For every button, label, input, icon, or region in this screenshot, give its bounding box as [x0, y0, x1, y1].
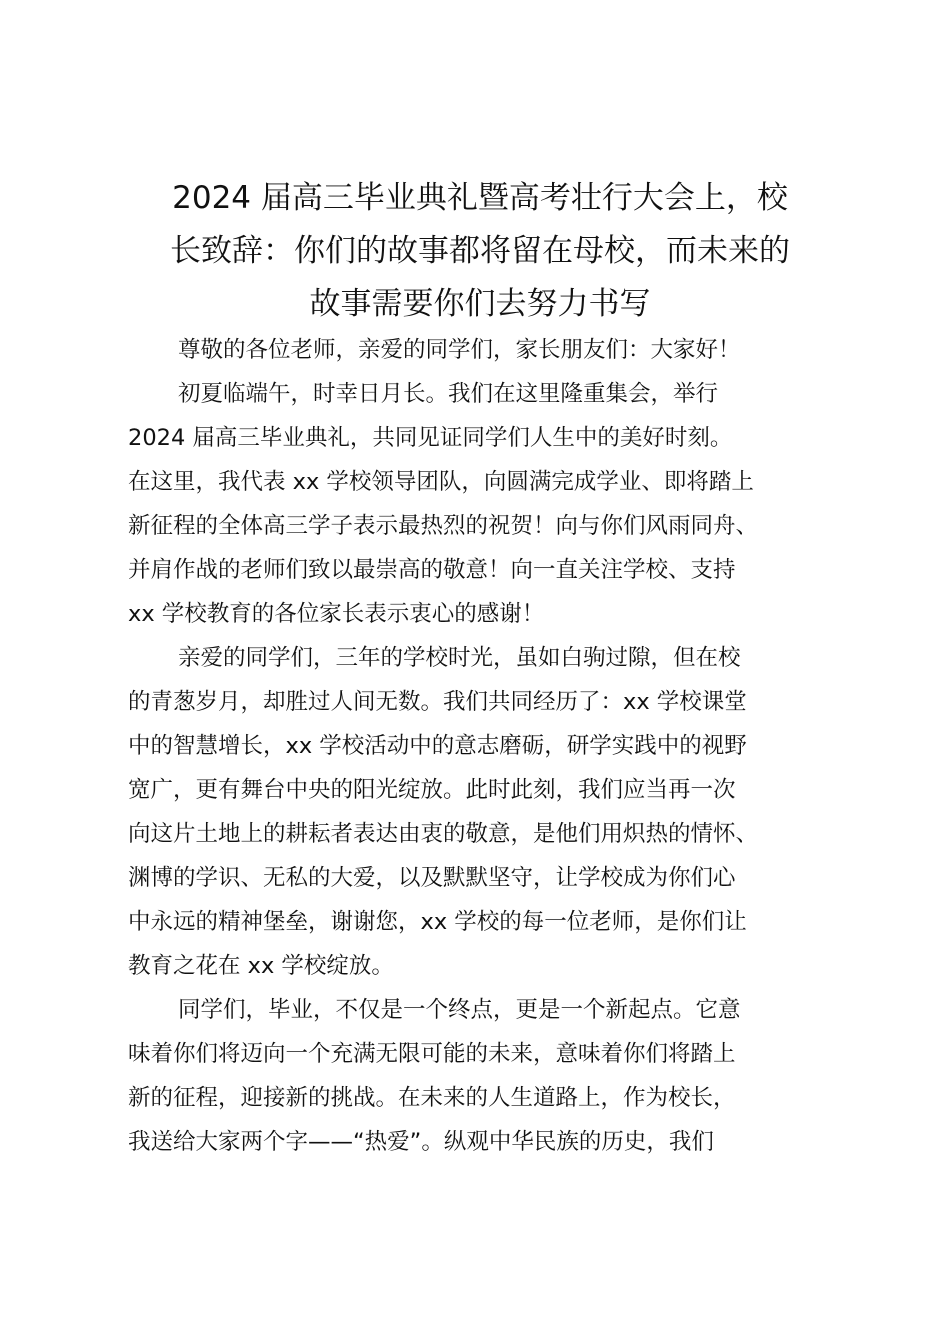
- document-title: [120, 172, 840, 331]
- paragraph-line: 亲爱的同学们，三年的学校时光，虽如白驹过隙，但在校: [178, 645, 741, 671]
- paragraph-line: 的青葱岁月，却胜过人间无数。我们共同经历了：xx 学校课堂: [128, 689, 747, 715]
- paragraph-line: 中的智慧增长，xx 学校活动中的意志磨砺，研学实践中的视野: [128, 733, 747, 759]
- paragraph-line: xx 学校教育的各位家长表示衷心的感谢！: [128, 601, 545, 627]
- paragraph-new-start: [128, 988, 838, 1164]
- paragraph-line: 同学们，毕业，不仅是一个终点，更是一个新起点。它意: [178, 997, 741, 1023]
- paragraph-line: 宽广，更有舞台中央的阳光绽放。此时此刻，我们应当再一次: [128, 777, 736, 803]
- paragraph-line: 新的征程，迎接新的挑战。在未来的人生道路上，作为校长，: [128, 1085, 736, 1111]
- paragraph-greeting: [128, 328, 838, 372]
- paragraph-line: 味着你们将迈向一个充满无限可能的未来，意味着你们将踏上: [128, 1041, 736, 1067]
- paragraph-memories: [128, 636, 838, 988]
- title-line: 故事需要你们去努力书写: [309, 286, 651, 322]
- title-line: 2024 届高三毕业典礼暨高考壮行大会上，校: [172, 180, 788, 216]
- paragraph-line: 新征程的全体高三学子表示最热烈的祝贺！向与你们风雨同舟、: [128, 513, 759, 539]
- paragraph-line: 向这片土地上的耕耘者表达由衷的敬意，是他们用炽热的情怀、: [128, 821, 759, 847]
- paragraph-line: 中永远的精神堡垒，谢谢您，xx 学校的每一位老师，是你们让: [128, 909, 747, 935]
- paragraph-line: 我送给大家两个字——“热爱”。纵观中华民族的历史，我们: [128, 1129, 714, 1155]
- paragraph-line: 渊博的学识、无私的大爱，以及默默坚守，让学校成为你们心: [128, 865, 736, 891]
- paragraph-opening: [128, 372, 838, 636]
- paragraph-line: 在这里，我代表 xx 学校领导团队，向圆满完成学业、即将踏上: [128, 469, 754, 495]
- paragraph-line: 教育之花在 xx 学校绽放。: [128, 953, 394, 979]
- paragraph-line: 尊敬的各位老师，亲爱的同学们，家长朋友们：大家好！: [178, 337, 741, 363]
- paragraph-line: 初夏临端午，时幸日月长。我们在这里隆重集会，举行: [178, 381, 719, 407]
- paragraph-line: 2024 届高三毕业典礼，共同见证同学们人生中的美好时刻。: [128, 425, 733, 451]
- title-line: 长致辞：你们的故事都将留在母校，而未来的: [170, 233, 790, 269]
- paragraph-line: 并肩作战的老师们致以最崇高的敬意！向一直关注学校、支持: [128, 557, 736, 583]
- document-body: [128, 328, 838, 1164]
